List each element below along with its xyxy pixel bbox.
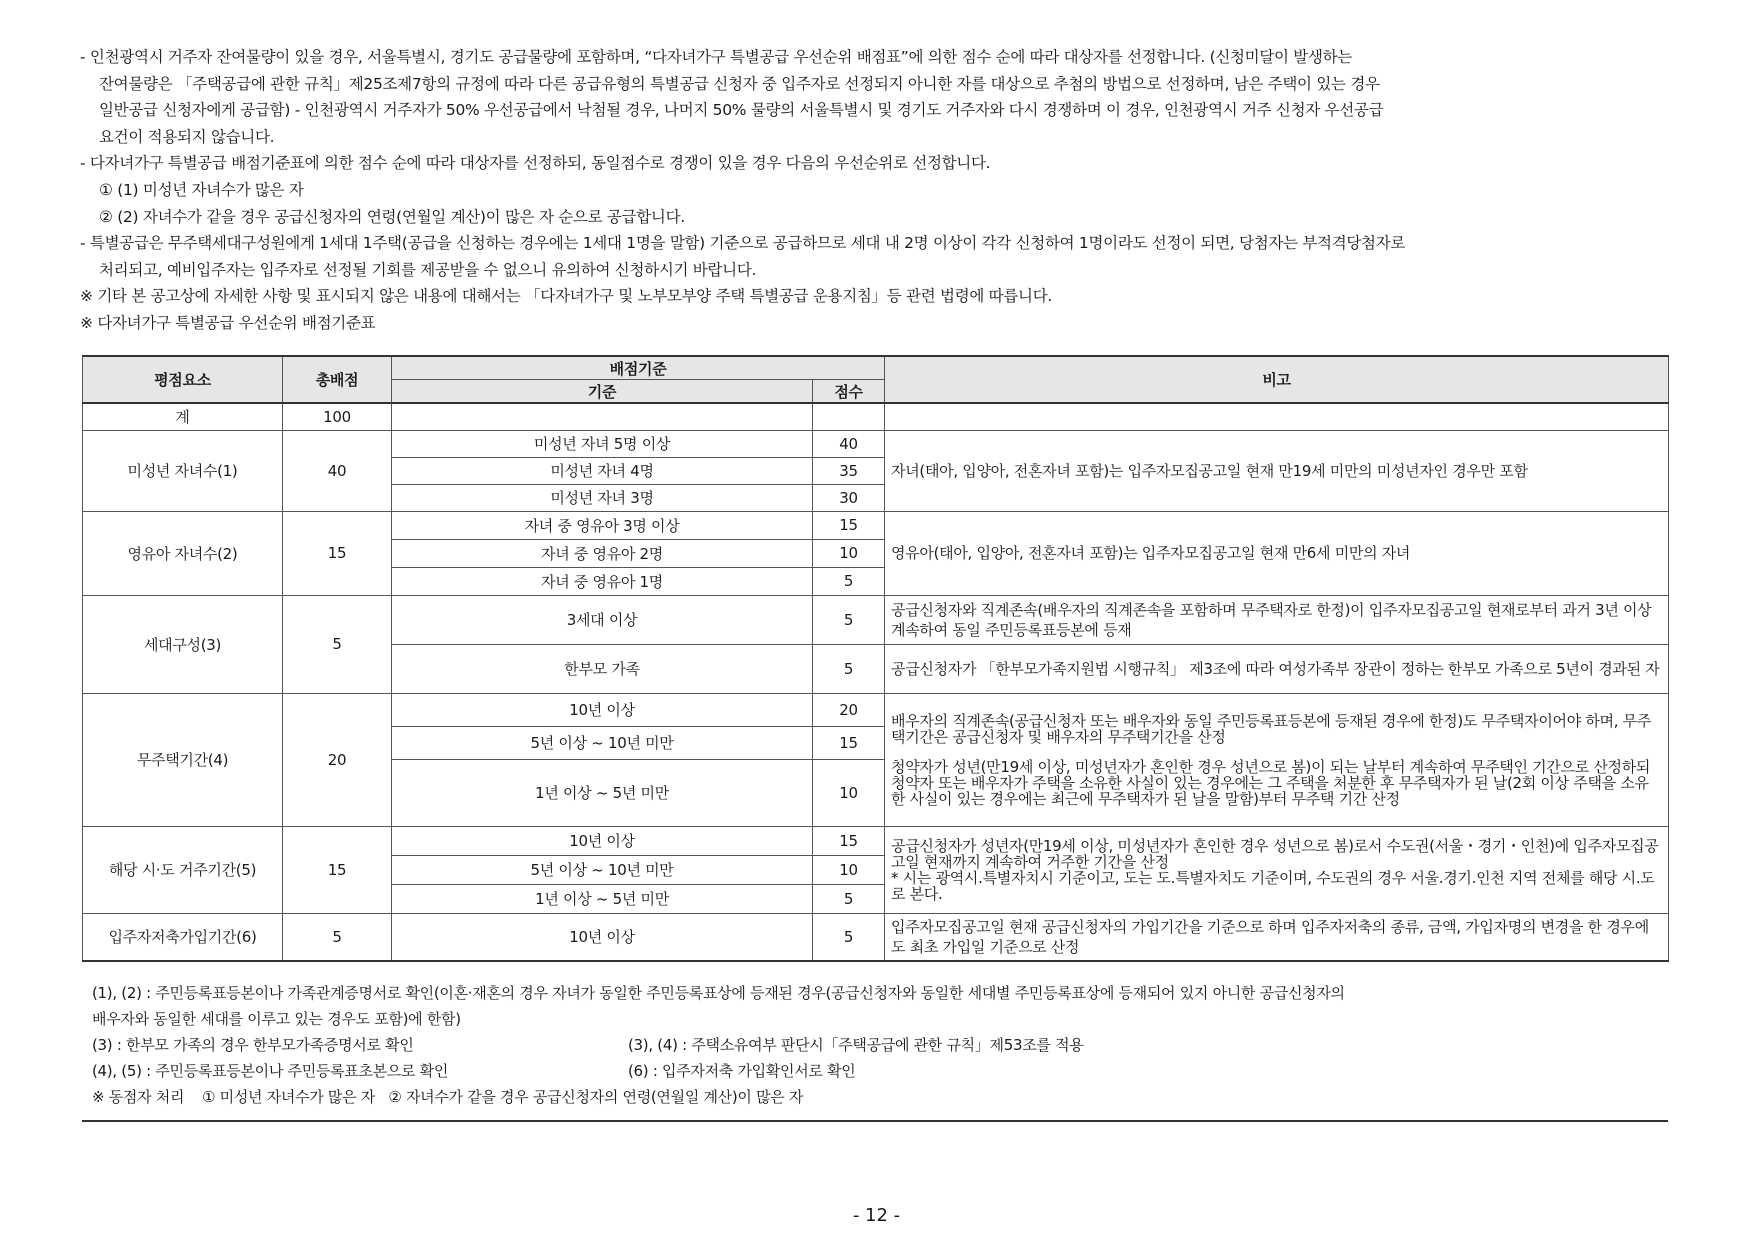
criteria-cell: 10년 이상: [392, 826, 813, 855]
criteria-cell: 자녀 중 영유아 2명: [392, 539, 813, 567]
factor-infant: 영유아 자녀수(2): [83, 511, 283, 595]
sum-total: 100: [283, 403, 392, 430]
header-factor: 평점요소: [83, 356, 283, 403]
total-homeless: 20: [283, 693, 392, 826]
intro-line: 처리되고, 예비입주자는 입주자로 선정될 기회를 제공받을 수 없으니 유의하여 신청하시기 바랍니다.: [99, 260, 757, 279]
remark-infant: 영유아(태아, 입양아, 전혼자녀 포함)는 입주자모집공고일 현재 만6세 미만의 자녀: [885, 511, 1669, 595]
criteria-cell: 자녀 중 영유아 1명: [392, 567, 813, 595]
remark-savings: 입주자모집공고일 현재 공급신청자의 가입기간을 기준으로 하며 입주자저축의 종류, 금액, 가입자명의 변경을 한 경우에도 최초 가입일 기준으로 산정: [885, 913, 1669, 961]
header-criteria-group: 배점기준: [392, 356, 885, 380]
footnote-line: [92, 1032, 1672, 1058]
criteria-cell: 10년 이상: [392, 693, 813, 726]
table-footnotes: [92, 980, 1672, 1110]
intro-line: ※ 다자녀가구 특별공급 우선순위 배점기준표: [80, 313, 376, 332]
remark-residence: [885, 826, 1669, 913]
priority-score-table: [82, 355, 1669, 962]
score-cell: 5: [813, 644, 885, 693]
intro-line: 잔여물량은 「주택공급에 관한 규칙」제25조제7항의 규정에 따라 다른 공급유형의 특별공급 신청자 중 입주자로 선정되지 아니한 자를 대상으로 추첨의 방법으로 선정하며, 남은 주택이 있는 경우: [99, 74, 1380, 93]
factor-household: 세대구성(3): [83, 595, 283, 693]
factor-homeless: 무주택기간(4): [83, 693, 283, 826]
criteria-cell: 10년 이상: [392, 913, 813, 961]
remark-homeless: [885, 693, 1669, 826]
score-cell: 5: [813, 913, 885, 961]
criteria-cell: 5년 이상 ~ 10년 미만: [392, 855, 813, 884]
intro-text: [80, 44, 1680, 337]
page-number: - 12 -: [852, 1205, 901, 1226]
score-cell: 5: [813, 567, 885, 595]
total-savings: 5: [283, 913, 392, 961]
score-cell: 40: [813, 430, 885, 457]
intro-line: ② (2) 자녀수가 같을 경우 공급신청자의 연령(연월일 계산)이 많은 자 순으로 공급합니다.: [99, 207, 685, 226]
header-score: 점수: [813, 380, 885, 404]
factor-savings: 입주자저축가입기간(6): [83, 913, 283, 961]
criteria-cell: 1년 이상 ~ 5년 미만: [392, 884, 813, 913]
footnote-line: [92, 1058, 1672, 1084]
remark-residence-region: * 시는 광역시.특별자치시 기준이고, 도는 도.특별자치도 기준이며, 수도권의 경우 서울.경기.인천 지역 전체를 해당 시.도로 본다.: [891, 868, 1655, 903]
criteria-cell: 미성년 자녀 3명: [392, 484, 813, 511]
criteria-cell: 5년 이상 ~ 10년 미만: [392, 726, 813, 759]
total-residence: 15: [283, 826, 392, 913]
footnote-left: (4), (5) : 주민등록표등본이나 주민등록표초본으로 확인: [92, 1062, 449, 1080]
score-cell: 15: [813, 726, 885, 759]
header-remark: 비고: [885, 356, 1669, 403]
criteria-cell: 자녀 중 영유아 3명 이상: [392, 511, 813, 539]
intro-line: ※ 기타 본 공고상에 자세한 사항 및 표시되지 않은 내용에 대해서는 「다자녀가구 및 노부모부양 주택 특별공급 운용지침」등 관련 법령에 따릅니다.: [80, 287, 1052, 306]
criteria-cell: 1년 이상 ~ 5년 미만: [392, 759, 813, 826]
score-cell: 10: [813, 759, 885, 826]
intro-line: 일반공급 신청자에게 공급함) - 인천광역시 거주자가 50% 우선공급에서 낙첨될 경우, 나머지 50% 물량의 서울특별시 및 경기도 거주자와 다시 경쟁하며 이 경우, 인천광역시 거주 신청자 우선공급: [99, 101, 1384, 120]
score-cell: 10: [813, 855, 885, 884]
criteria-cell: 3세대 이상: [392, 595, 813, 644]
header-criteria: 기준: [392, 380, 813, 404]
remark-homeless-adult: 청약자가 성년(만19세 이상, 미성년자가 혼인한 경우 성년으로 봄)이 되는 날부터 계속하여 무주택인 기간으로 산정하되 청약자 또는 배우자가 주택을 소유한 사실이 있는 경우에는 그 주택을 처분한 후 무주택자가 된 날(2회 이상 주택을 소유한 사실이 있는 경우에는 최근에 무주택자가 된 날을 말함)부터 무주택 기간 산정: [891, 757, 1651, 808]
remark-household-3gen: 공급신청자와 직계존속(배우자의 직계존속을 포함하며 무주택자로 한정)이 입주자모집공고일 현재로부터 과거 3년 이상 계속하여 동일 주민등록표등본에 등재: [885, 595, 1669, 644]
remark-minor: 자녀(태아, 입양아, 전혼자녀 포함)는 입주자모집공고일 현재 만19세 미만의 미성년자인 경우만 포함: [885, 430, 1669, 511]
footnote-tiebreak: ※ 동점자 처리 ① 미성년 자녀수가 많은 자 ② 자녀수가 같을 경우 공급신청자의 연령(연월일 계산)이 많은 자: [92, 1088, 804, 1106]
footnote-bottom-rule: [82, 1120, 1668, 1122]
total-minor: 40: [283, 430, 392, 511]
remark-residence-period: 공급신청자가 성년자(만19세 이상, 미성년자가 혼인한 경우 성년으로 봄)로서 수도권(서울・경기・인천)에 입주자모집공고일 현재까지 계속하여 거주한 기간을 산정: [891, 836, 1659, 871]
factor-minor: 미성년 자녀수(1): [83, 430, 283, 511]
score-cell: 15: [813, 826, 885, 855]
header-total: 총배점: [283, 356, 392, 403]
footnote-right: (3), (4) : 주택소유여부 판단시「주택공급에 관한 규칙」제53조를 적용: [628, 1036, 1084, 1054]
score-cell: 15: [813, 511, 885, 539]
total-infant: 15: [283, 511, 392, 595]
footnote-line: 배우자와 동일한 세대를 이루고 있는 경우도 포함)에 한함): [92, 1010, 461, 1028]
factor-residence: 해당 시·도 거주기간(5): [83, 826, 283, 913]
score-cell: 30: [813, 484, 885, 511]
footnote-line: (1), (2) : 주민등록표등본이나 가족관계증명서로 확인(이혼·재혼의 경우 자녀가 동일한 주민등록표상에 등재된 경우(공급신청자와 동일한 세대별 주민등록표상에 등재되어 있지 아니한 공급신청자의: [92, 984, 1345, 1002]
intro-line: ① (1) 미성년 자녀수가 많은 자: [99, 180, 304, 199]
footnote-right: (6) : 입주자저축 가입확인서로 확인: [628, 1062, 856, 1080]
score-cell: 10: [813, 539, 885, 567]
sum-label: 계: [83, 403, 283, 430]
score-cell: 35: [813, 457, 885, 484]
criteria-cell: 미성년 자녀 5명 이상: [392, 430, 813, 457]
footnote-left: (3) : 한부모 가족의 경우 한부모가족증명서로 확인: [92, 1036, 414, 1054]
intro-line: - 인천광역시 거주자 잔여물량이 있을 경우, 서울특별시, 경기도 공급물량에 포함하며, “다자녀가구 특별공급 우선순위 배점표”에 의한 점수 순에 따라 대상자를 선정합니다. (신청미달이 발생하는: [80, 48, 1353, 66]
remark-homeless-spouse: 배우자의 직계존속(공급신청자 또는 배우자와 동일 주민등록표등본에 등재된 경우에 한정)도 무주택자이어야 하며, 무주택기간은 공급신청자 및 배우자의 무주택기간을 산정: [891, 711, 1652, 746]
total-household: 5: [283, 595, 392, 693]
criteria-cell: 한부모 가족: [392, 644, 813, 693]
score-cell: 5: [813, 884, 885, 913]
intro-line: - 다자녀가구 특별공급 배점기준표에 의한 점수 순에 따라 대상자를 선정하되, 동일점수로 경쟁이 있을 경우 다음의 우선순위로 선정합니다.: [80, 154, 991, 173]
intro-line: - 특별공급은 무주택세대구성원에게 1세대 1주택(공급을 신청하는 경우에는 1세대 1명을 말함) 기준으로 공급하므로 세대 내 2명 이상이 각각 신청하여 1명이라도 선정이 되면, 당첨자는 부적격당첨자로: [80, 234, 1406, 253]
criteria-cell: 미성년 자녀 4명: [392, 457, 813, 484]
remark-household-single-parent: 공급신청자가 「한부모가족지원법 시행규칙」 제3조에 따라 여성가족부 장관이 정하는 한부모 가족으로 5년이 경과된 자: [885, 644, 1669, 693]
score-cell: 5: [813, 595, 885, 644]
score-cell: 20: [813, 693, 885, 726]
intro-line: 요건이 적용되지 않습니다.: [99, 127, 275, 146]
